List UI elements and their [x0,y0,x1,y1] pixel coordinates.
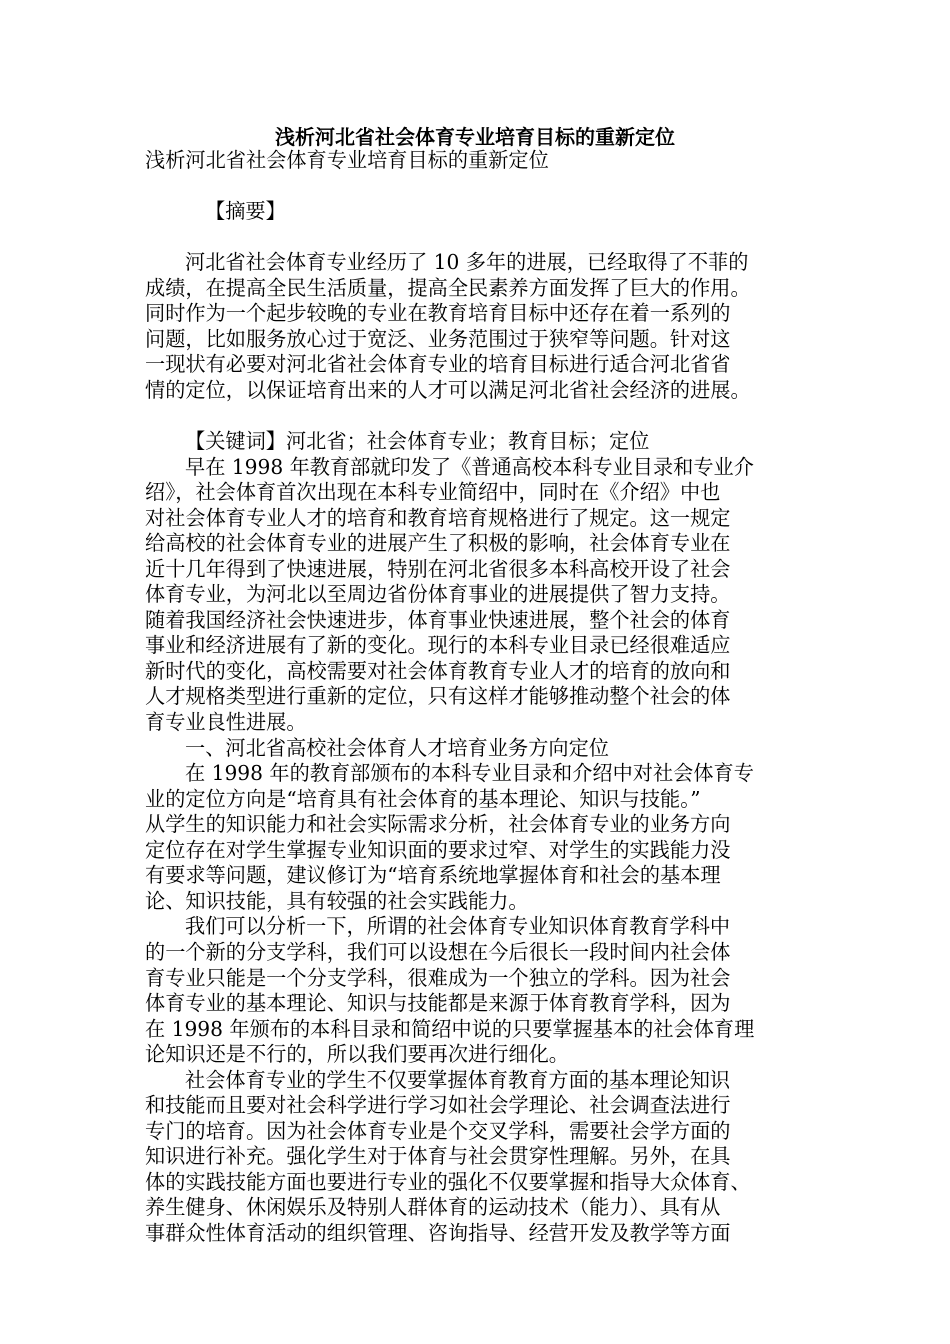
body-line: 体育专业的基本理论、知识与技能都是来源于体育教育学科，因为 [145,991,731,1016]
body-line: 给高校的社会体育专业的进展产生了积极的影响，社会体育专业在 [145,531,731,556]
body-line: 【关键词】河北省；社会体育专业；教育目标；定位 [185,429,650,454]
body-line: 养生健身、休闲娱乐及特别人群体育的运动技术（能力）、具有从 [145,1195,721,1220]
body-line: 事业和经济进展有了新的变化。现行的本科专业目录已经很难适应 [145,633,731,658]
document-body [145,148,805,1247]
body-line: 近十几年得到了快速进展，特别在河北省很多本科高校开设了社会 [145,556,731,581]
blank-line [145,225,805,251]
body-line: 【摘要】 [205,199,286,224]
body-line: 早在 1998 年教育部就印发了《普通高校本科专业目录和专业介 [185,454,754,479]
body-line: 论、知识技能，具有较强的社会实践能力。 [145,888,529,913]
body-line: 随着我国经济社会快速进步，体育事业快速进展，整个社会的体育 [145,607,731,632]
body-line: 在 1998 年的教育部颁布的本科专业目录和介绍中对社会体育专 [185,761,754,786]
body-line: 育专业只能是一个分支学科，很难成为一个独立的学科。因为社会 [145,965,731,990]
body-line: 成绩，在提高全民生活质量，提高全民素养方面发挥了巨大的作用。 [145,275,751,300]
body-line: 专门的培育。因为社会体育专业是个交叉学科，需要社会学方面的 [145,1118,731,1143]
body-line: 人才规格类型进行重新的定位，只有这样才能够推动整个社会的体 [145,684,731,709]
body-line: 问题，比如服务放心过于宽泛、业务范围过于狭窄等问题。针对这 [145,326,731,351]
body-line: 有要求等问题，建议修订为“培育系统地掌握体育和社会的基本理 [145,863,721,888]
body-line: 对社会体育专业人才的培育和教育培育规格进行了规定。这一规定 [145,505,731,530]
body-line: 和技能而且要对社会科学进行学习如社会学理论、社会调查法进行 [145,1093,731,1118]
body-line: 情的定位，以保证培育出来的人才可以满足河北省社会经济的进展。 [145,377,751,402]
body-line: 业的定位方向是“培育具有社会体育的基本理论、知识与技能。” [145,786,701,811]
body-line: 的一个新的分支学科，我们可以设想在今后很长一段时间内社会体 [145,939,731,964]
body-line: 同时作为一个起步较晚的专业在教育培育目标中还存在着一系列的 [145,301,731,326]
body-line: 河北省社会体育专业经历了 10 多年的进展，已经取得了不菲的 [185,250,749,275]
body-line: 在 1998 年颁布的本科目录和简绍中说的只要掌握基本的社会体育理 [145,1016,755,1041]
body-line: 育专业良性进展。 [145,710,307,735]
body-line: 绍》，社会体育首次出现在本科专业简绍中，同时在《介绍》中也 [145,480,721,505]
blank-line [145,174,805,200]
document-title: 浅析河北省社会体育专业培育目标的重新定位 [275,125,675,149]
body-line: 一现状有必要对河北省社会体育专业的培育目标进行适合河北省省 [145,352,731,377]
body-line: 定位存在对学生掌握专业知识面的要求过窄、对学生的实践能力没 [145,837,731,862]
body-line: 从学生的知识能力和社会实际需求分析，社会体育专业的业务方向 [145,812,731,837]
blank-line [145,403,805,429]
body-line: 知识进行补充。强化学生对于体育与社会贯穿性理解。另外，在具 [145,1144,731,1169]
body-line: 论知识还是不行的，所以我们要再次进行细化。 [145,1042,569,1067]
body-line: 新时代的变化，高校需要对社会体育教育专业人才的培育的放向和 [145,658,731,683]
body-line: 浅析河北省社会体育专业培育目标的重新定位 [145,148,549,172]
body-line: 体的实践技能方面也要进行专业的强化不仅要掌握和指导大众体育、 [145,1169,751,1194]
body-line: 社会体育专业的学生不仅要掌握体育教育方面的基本理论知识 [185,1067,731,1092]
body-line: 我们可以分析一下，所谓的社会体育专业知识体育教育学科中 [185,914,731,939]
body-line: 事群众性体育活动的组织管理、咨询指导、经营开发及教学等方面 [145,1220,731,1245]
body-line: 体育专业，为河北以至周边省份体育事业的进展提供了智力支持。 [145,582,731,607]
body-line: 一、河北省高校社会体育人才培育业务方向定位 [185,735,609,760]
